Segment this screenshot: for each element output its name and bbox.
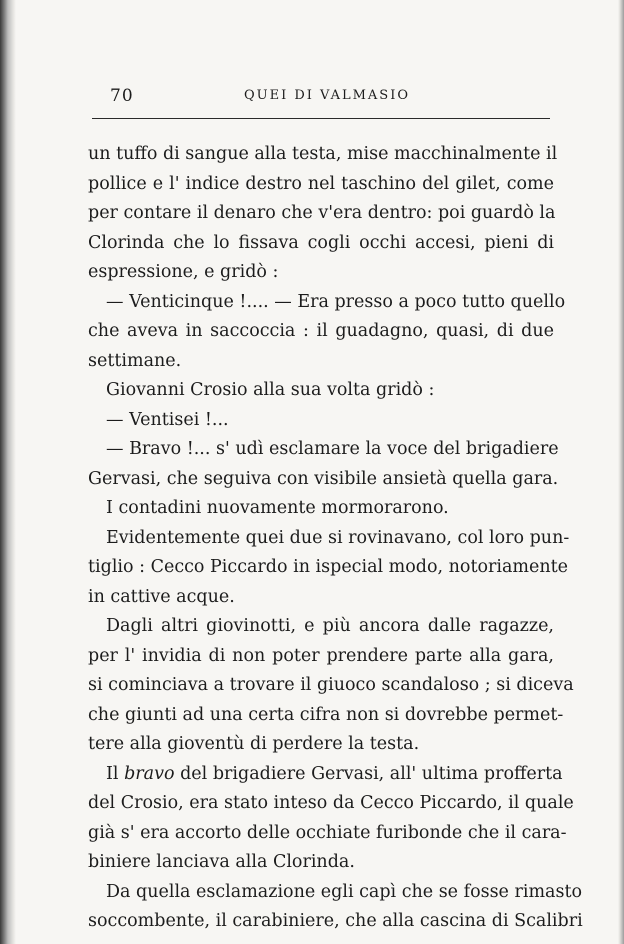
text-line: che giunti ad una certa cifra non si dovrebbe permet- bbox=[88, 704, 564, 725]
text-line: per contare il denaro che v'era dentro: poi guardò la bbox=[88, 203, 556, 223]
text-line: in cattive acque. bbox=[88, 586, 235, 607]
text-line: tiglio : Cecco Piccardo in ispecial modo, notoriamente bbox=[88, 557, 569, 577]
text-line: del Crosio, era stato inteso da Cecco Piccardo, il quale bbox=[88, 793, 574, 813]
page-number: 70 bbox=[110, 86, 134, 106]
text-line: che aveva in saccoccia : il guadagno, quasi, di due bbox=[88, 321, 554, 341]
text-line: espressione, e gridò : bbox=[88, 262, 279, 282]
text-line: — Ventisei !... bbox=[106, 409, 229, 430]
text-line: Da quella esclamazione egli capì che se fosse rimasto bbox=[106, 881, 583, 902]
text-line: pollice e l' indice destro nel taschino del gilet, come bbox=[88, 173, 554, 194]
text-line: settimane. bbox=[88, 350, 182, 371]
body-text bbox=[88, 140, 583, 937]
text-line: Evidentemente quei due si rovinavano, col loro pun- bbox=[106, 527, 570, 548]
page-edge bbox=[618, 0, 624, 944]
text-line: Clorinda che lo fissava cogli occhi accesi, pieni di bbox=[88, 232, 554, 253]
text-line-mixed bbox=[88, 760, 563, 790]
text-line: soccombente, il carabiniere, che alla cascina di Scalibri bbox=[88, 911, 583, 931]
page-header bbox=[92, 86, 552, 108]
text-fragment: del brigadiere Gervasi, all' ultima profferta bbox=[180, 763, 563, 784]
text-line: Giovanni Crosio alla sua volta gridò : bbox=[106, 380, 435, 400]
text-line: per l' invidia di non poter prendere parte alla gara, bbox=[88, 645, 554, 666]
text-line: un tuffo di sangue alla testa, mise macchinalmente il bbox=[88, 144, 558, 164]
text-line: — Venticinque !.... — Era presso a poco tutto quello bbox=[106, 291, 566, 312]
text-line: — Bravo !... s' udì esclamare la voce del brigadiere bbox=[106, 439, 559, 459]
text-fragment: Il bbox=[106, 763, 119, 784]
header-rule bbox=[92, 118, 550, 119]
text-line: Dagli altri giovinotti, e più ancora dalle ragazze, bbox=[106, 616, 554, 636]
text-line: già s' era accorto delle occhiate furibonde che il cara- bbox=[88, 822, 567, 843]
book-spine-shadow bbox=[0, 0, 16, 944]
italic-word: bravo bbox=[124, 763, 175, 784]
text-line: tere alla gioventù di perdere la testa. bbox=[88, 734, 420, 754]
text-line: si cominciava a trovare il giuoco scandaloso ; si diceva bbox=[88, 675, 574, 695]
text-line: biniere lanciava alla Clorinda. bbox=[88, 852, 355, 872]
text-line: I contadini nuovamente mormorarono. bbox=[106, 498, 449, 518]
text-line: Gervasi, che seguiva con visibile ansietà quella gara. bbox=[88, 468, 559, 489]
running-title: QUEI DI VALMASIO bbox=[244, 88, 410, 103]
